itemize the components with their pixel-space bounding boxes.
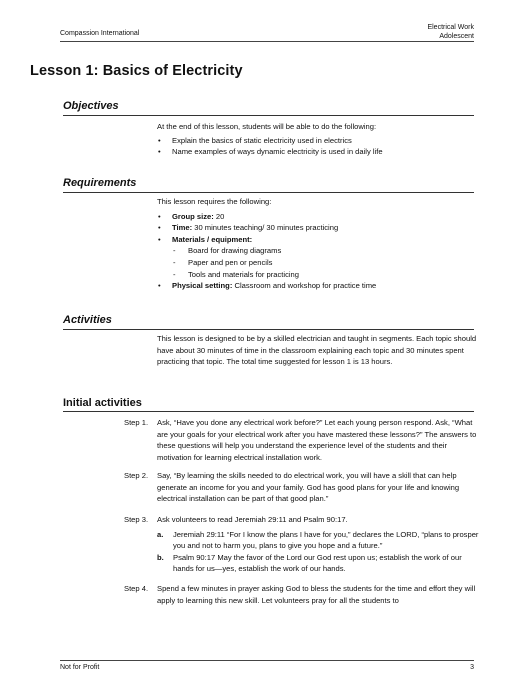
materials-label: Materials / equipment: (172, 234, 253, 244)
step-label: Step 4. (124, 584, 149, 593)
time-value: 30 minutes teaching/ 30 minutes practicing (192, 223, 339, 233)
header-course (427, 23, 474, 41)
header-audience: Adolescent (439, 33, 474, 40)
requirement-group-size (157, 211, 477, 223)
objectives-section (157, 121, 477, 158)
page-number: 3 (470, 664, 474, 671)
scripture-item (157, 552, 480, 575)
scripture-text: Jeremiah 29:11 “For I know the plans I have for you,” declares the LORD, “plans to prosper you and not to harm you, plans to give you hope and a future.” (173, 529, 479, 551)
material-item: - Board for drawing diagrams (157, 245, 477, 257)
step-label: Step 3. (124, 515, 149, 524)
objective-item: • Explain the basics of static electricity used in electrics (157, 135, 477, 147)
setting-value: Classroom and workshop for practice time (232, 281, 377, 291)
activities-heading: Activities (63, 314, 112, 326)
requirement-materials (157, 234, 477, 246)
step-text: Ask volunteers to read Jeremiah 29:11 and Psalm 90:17. (157, 515, 348, 524)
header-divider (60, 41, 474, 42)
activities-text: This lesson is designed to be by a skilled electrician and taught in segments. Each topic should have about 30 minutes of time in the classroom explaining each topic and 30 minutes spent practicing that topic. The total time suggested for lesson 1 is 13 hours. (157, 334, 477, 367)
scripture-text: Psalm 90:17 May the favor of the Lord our God rest upon us; establish the work of our hands for us—yes, establish the work of our hands. (173, 552, 462, 574)
requirements-divider (63, 192, 474, 193)
header-org: Compassion International (60, 30, 140, 37)
group-size-value: 20 (213, 211, 225, 221)
requirement-setting (157, 280, 477, 292)
material-item: - Paper and pen or pencils (157, 257, 477, 269)
header-topic: Electrical Work (427, 24, 474, 31)
footer-label: Not for Profit (60, 664, 100, 671)
objectives-divider (63, 115, 474, 116)
requirement-time (157, 222, 477, 234)
step-3 (118, 514, 480, 575)
group-size-label: Group size: (172, 211, 214, 221)
requirements-heading: Requirements (63, 177, 137, 189)
step-text: Say, “By learning the skills needed to do electrical work, you will have a skill that can help generate an income for you and your family. God has good plans for your life and knowing electrical installation can be part of that good plan.” (157, 471, 460, 504)
lesson-title: Lesson 1: Basics of Electricity (30, 63, 243, 79)
step-text: Spend a few minutes in prayer asking God to bless the students for the time and effort they will apply to learning this new skill. Let volunteers pray for all the students to (157, 584, 476, 605)
step-4 (118, 583, 480, 606)
objectives-heading: Objectives (63, 100, 119, 112)
material-item: - Tools and materials for practicing (157, 269, 477, 281)
activities-divider (63, 329, 474, 330)
scripture-label: b. (157, 552, 164, 562)
step-label: Step 2. (124, 471, 149, 480)
step-1 (118, 417, 480, 463)
scripture-item (157, 529, 480, 552)
step-2 (118, 470, 480, 505)
objectives-intro: At the end of this lesson, students will be able to do the following: (157, 122, 377, 131)
initial-activities-heading: Initial activities (63, 397, 142, 409)
footer-divider (60, 660, 474, 661)
initial-activities-divider (63, 411, 474, 412)
time-label: Time: (172, 223, 193, 233)
step-text: Ask, “Have you done any electrical work before?” Let each young person respond. Ask, “What are your goals for your electrical work after you have mastered these lessons?” The answers to these questions will help you understand the experience level of the students and their motivation for learning electrical installation work. (157, 418, 477, 462)
requirements-section (157, 196, 477, 292)
scripture-label: a. (157, 529, 164, 539)
requirements-intro: This lesson requires the following: (157, 197, 272, 206)
step-label: Step 1. (124, 418, 149, 427)
setting-label: Physical setting: (172, 281, 233, 291)
objective-item: • Name examples of ways dynamic electricity is used in daily life (157, 146, 477, 158)
